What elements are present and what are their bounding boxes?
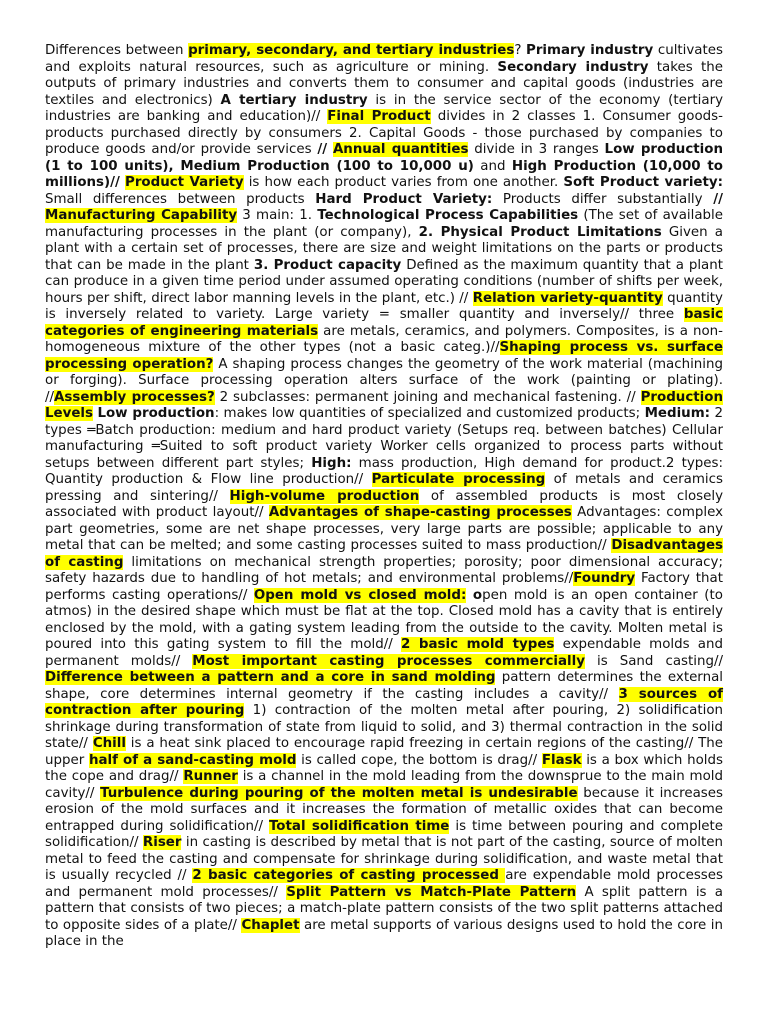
body-text: ? xyxy=(514,43,526,58)
bold-text: Secondary industry xyxy=(497,59,649,75)
body-text: of metals and ceramics pressing and sintering// xyxy=(45,472,723,504)
body-text: Advantages: complex part geometries, some are net shape processes, very large parts are possible; applicable to any metal that can be melted; and some casting processes suited to mass production// xyxy=(45,505,724,553)
highlighted-term: High-volume production xyxy=(229,488,420,504)
body-text: quantity is inversely related to variety. Large variety = smaller quantity and inversely// three xyxy=(45,290,723,322)
body-text: A split pattern is a pattern that consists of two pieces; a match-plate pattern consists of the two split patterns attached to opposite sides of a plate// xyxy=(45,884,723,933)
body-text: is a heat sink placed to encourage rapid freezing in certain regions of the casting// The upper xyxy=(45,736,724,768)
bold-text: Hard Product Variety: xyxy=(315,191,493,207)
highlighted-term: Total solidification time xyxy=(268,818,450,834)
body-text: Factory that performs casting operations// xyxy=(45,571,723,603)
highlighted-term: Assembly processes? xyxy=(54,389,215,405)
highlighted-term: Disadvantages of casting xyxy=(45,538,723,570)
body-text: A shaping process changes the geometry of the work material (machining or forging). Surface processing operation alters surface of the work (painting or plating). // xyxy=(45,356,723,405)
body-text: and xyxy=(473,158,512,174)
highlighted-term: basic categories of engineering materials xyxy=(45,307,723,339)
highlighted-term: Advantages of shape-casting processes xyxy=(268,505,572,520)
highlighted-term: Final Product xyxy=(327,109,431,124)
body-text: 2 subclasses: permanent joining and mechanical fastening. // xyxy=(214,389,641,405)
bold-text: Medium: xyxy=(644,406,711,421)
highlighted-term: 2 basic categories of casting processed xyxy=(192,868,506,883)
body-text: is how each product varies from one another. xyxy=(243,175,564,190)
body-text: are metals, ceramics, and polymers. Composites, is a non-homogeneous mixture of the other types (not a basic categ.)// xyxy=(45,323,724,355)
bold-text: Primary industry xyxy=(526,43,654,58)
highlighted-term: Most important casting processes commercially xyxy=(192,653,585,669)
bold-text: A tertiary industry xyxy=(220,92,368,108)
bold-text: High Production (10,000 to millions)// xyxy=(45,158,723,190)
bold-text: Low production (1 to 100 units), Medium Production (100 to 10,000 u) xyxy=(45,142,723,174)
highlighted-term: Runner xyxy=(183,769,238,784)
body-text: 2 types ═Batch production: medium and hard product variety (Setups req. between batches) Cellular manufacturing ═Suited to soft product variety Worker cells organized to process parts without setups between different part styles; xyxy=(45,406,723,471)
bold-text: Low production xyxy=(97,406,215,421)
bold-text: Soft Product variety: xyxy=(563,175,724,190)
body-text: 3 main: 1. xyxy=(237,208,318,223)
body-text: Defined as the maximum quantity that a plant can produce in a given time period under assumed operating conditions (number of shifts per week, hours per shift, direct labor manning levels in the plant, etc.) // xyxy=(45,257,723,306)
body-text: mass production, High demand for product.2 types: Quantity production & Flow line production// xyxy=(45,455,723,487)
body-text: is in the service sector of the economy (tertiary industries are banking and education)// xyxy=(45,92,723,124)
highlighted-term: primary, secondary, and tertiary industries xyxy=(188,43,515,58)
body-text: : makes low quantities of specialized and customized products; xyxy=(214,406,645,421)
body-text: Differences between xyxy=(45,43,189,58)
bold-text: 3. Product capacity xyxy=(253,257,402,273)
body-text: expendable molds and permanent molds// xyxy=(45,637,723,669)
document-text xyxy=(45,43,723,951)
body-text: are expendable mold processes and permanent mold processes// xyxy=(45,868,724,900)
body-text: is Sand casting// xyxy=(584,653,723,669)
body-text: divides in 2 classes 1. Consumer goods- products purchased directly by consumers 2. Capital Goods - those purchased by companies to produce goods and/or provide services xyxy=(45,109,723,157)
bold-text: 2. Physical Product Limitations xyxy=(418,224,662,240)
highlighted-term: Split Pattern vs Match-Plate Pattern xyxy=(286,884,577,900)
bold-text: // xyxy=(317,142,328,157)
highlighted-term: Particulate processing xyxy=(371,472,546,487)
highlighted-term: 2 basic mold types xyxy=(401,637,555,652)
highlighted-term: Foundry xyxy=(573,571,636,586)
highlighted-term: Annual quantities xyxy=(332,142,469,157)
highlighted-term: Flask xyxy=(541,752,582,768)
body-text: is a channel in the mold leading from the downsprue to the main mold cavity// xyxy=(45,769,723,801)
highlighted-term: Riser xyxy=(142,835,182,850)
body-text: pen mold is an open container (to atmos) in the desired shape which must be flat at the top. Closed mold has a cavity that is entirely enclosed by the mold, with a gating system leading from the outside to the cavity. Molten metal is poured into this gating system to fill the mold// xyxy=(45,587,723,652)
bold-text: o xyxy=(472,587,483,603)
highlighted-term: Relation variety-quantity xyxy=(472,290,663,306)
highlighted-term: Shaping process vs. surface processing operation? xyxy=(45,340,723,372)
highlighted-term: Manufacturing Capability xyxy=(45,208,238,223)
highlighted-term: Open mold vs closed mold: xyxy=(253,587,467,603)
body-text: limitations on mechanical strength properties; porosity; poor dimensional accuracy; safety hazards due to handling of hot metals; and environmental problems// xyxy=(45,554,723,586)
body-text: in casting is described by metal that is not part of the casting, source of molten metal to feed the casting and compensate for shrinkage during solidification, and waste metal that is usually recycled // xyxy=(45,835,723,883)
bold-text: Technological Process Capabilities xyxy=(317,208,579,223)
highlighted-term: Production Levels xyxy=(45,389,723,421)
highlighted-term: Product Variety xyxy=(125,175,244,190)
body-text: Small differences between products xyxy=(45,191,316,207)
body-text: of assembled products is most closely associated with product layout// xyxy=(45,488,724,520)
body-text: (The set of available manufacturing processes in the plant (or company), xyxy=(45,208,724,240)
highlighted-term: Turbulence during pouring of the molten metal is undesirable xyxy=(100,785,578,801)
highlighted-term: half of a sand-casting mold xyxy=(88,752,297,768)
body-text: cultivates and exploits natural resources, such as agriculture or mining. xyxy=(45,43,723,75)
body-text: divide in 3 ranges xyxy=(468,142,605,157)
body-text: is a box which holds the cope and drag// xyxy=(45,752,723,784)
body-text: 1) contraction of the molten metal after pouring, 2) solidification shrinkage during transformation of state from liquid to solid, and 3) thermal contraction in the solid state// xyxy=(45,703,723,751)
highlighted-term: Difference between a pattern and a core in sand molding xyxy=(45,670,496,685)
bold-text: High: xyxy=(311,455,352,471)
body-text: Products differ substantially xyxy=(492,191,714,207)
highlighted-term: 3 sources of contraction after pouring xyxy=(45,686,723,718)
body-text: pattern determines the external shape, core determines internal geometry if the casting includes a cavity// xyxy=(45,670,723,702)
body-text: is called cope, the bottom is drag// xyxy=(296,752,542,768)
highlighted-term: Chaplet xyxy=(241,917,300,933)
body-text: is time between pouring and complete solidification// xyxy=(45,818,724,850)
body-text: are metal supports of various designs used to hold the core in place in the xyxy=(45,917,723,949)
body-text: because it increases erosion of the mold surfaces and it increases the formation of metallic oxides that can become entrapped during solidification// xyxy=(45,785,724,834)
highlighted-term: Chill xyxy=(92,736,126,751)
bold-text: // xyxy=(713,191,723,207)
body-text: Given a plant with a certain set of processes, there are size and weight limitations on the parts or products that can be made in the plant xyxy=(45,224,724,273)
body-text: takes the outputs of primary industries and converts them to consumer and capital goods (industries are textiles and electronics) xyxy=(45,59,723,108)
